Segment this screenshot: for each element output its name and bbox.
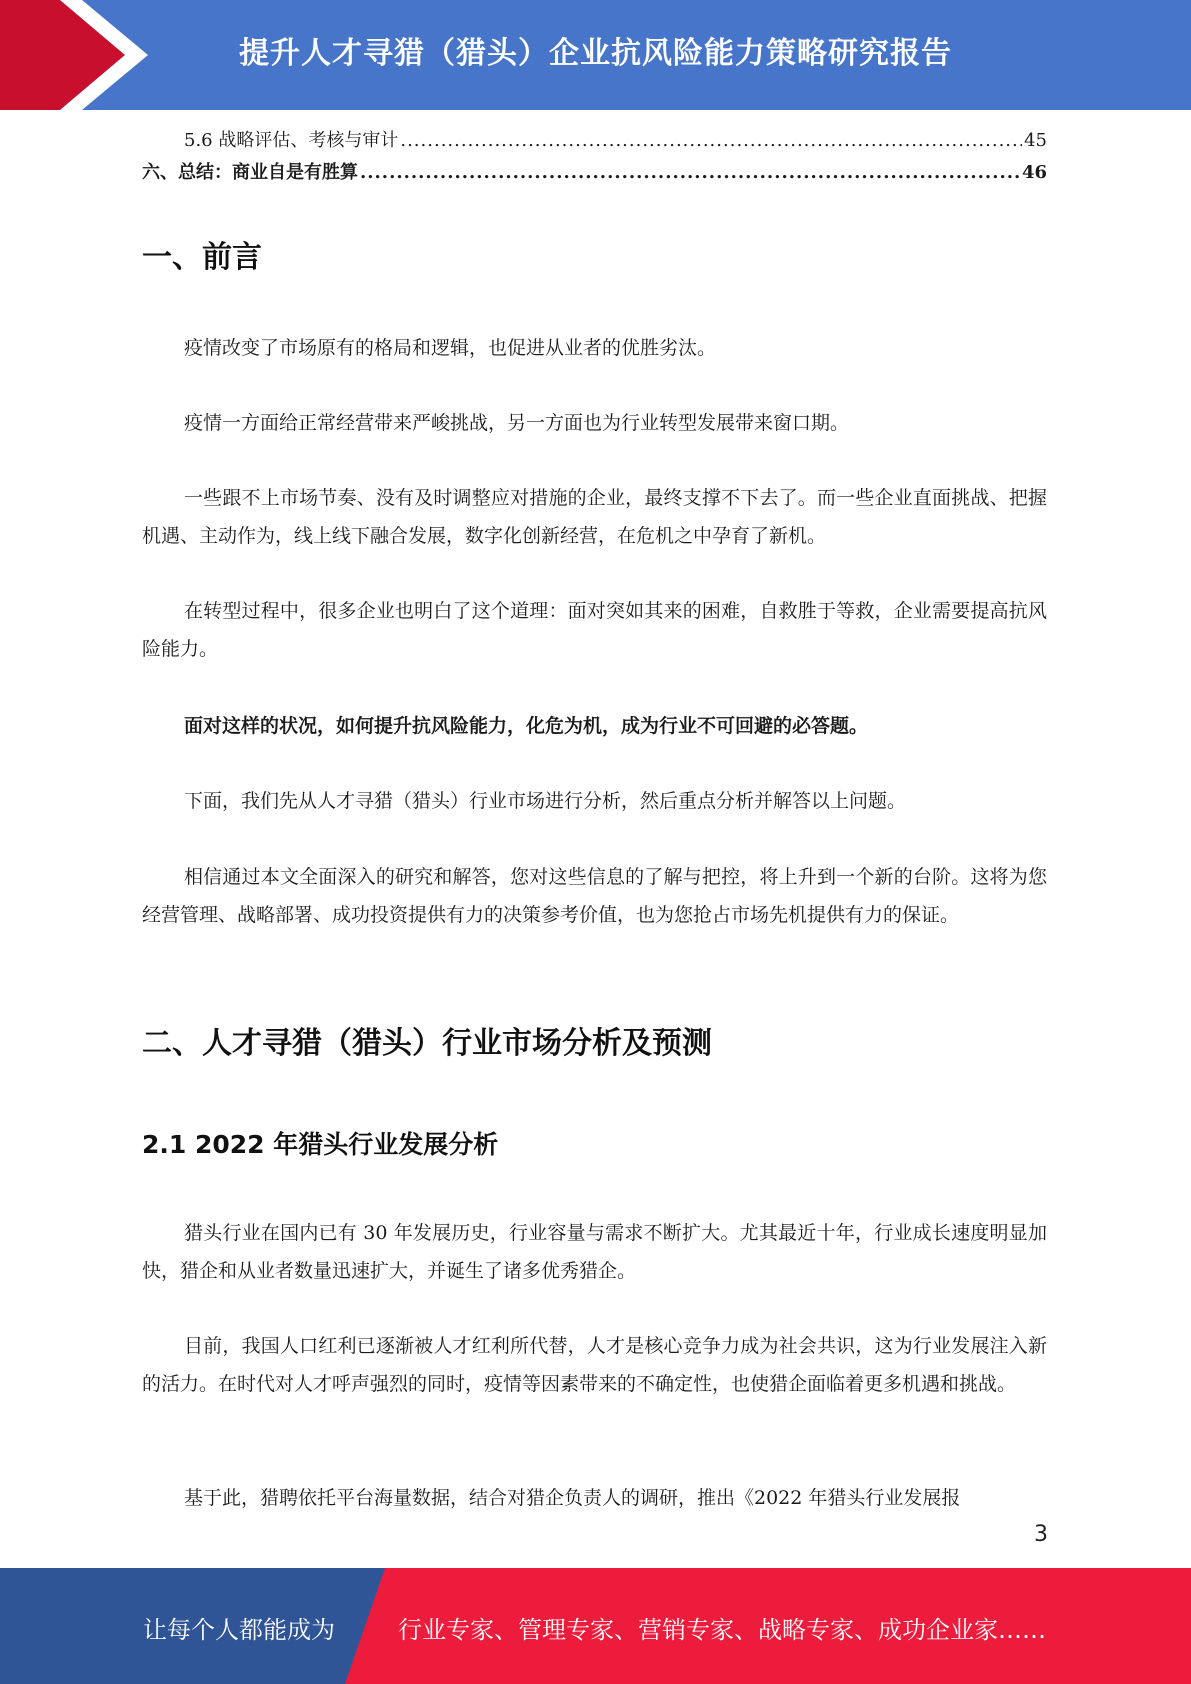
- header-title: 提升人才寻猎（猎头）企业抗风险能力策略研究报告: [239, 36, 952, 71]
- page-number: 3: [1034, 1522, 1048, 1547]
- section-heading-preface: 一、前言: [142, 240, 262, 275]
- toc-entry-page: 45: [1024, 130, 1047, 151]
- toc-entry-label: 5.6 战略评估、考核与审计: [184, 130, 399, 151]
- paragraph: 下面，我们先从人才寻猎（猎头）行业市场进行分析，然后重点分析并解答以上问题。: [184, 790, 907, 812]
- paragraph: 一些跟不上市场节奏、没有及时调整应对措施的企业，最终支撑不下去了。而一些企业直面挑战、把握机遇、主动作为，线上线下融合发展，数字化创新经营，在危机之中孕育了新机。: [142, 487, 1047, 547]
- table-of-contents: [142, 126, 1047, 190]
- toc-leader-dots: [400, 130, 1022, 151]
- toc-leader-dots: [360, 162, 1020, 183]
- section-heading-market-analysis: 二、人才寻猎（猎头）行业市场分析及预测: [142, 1026, 712, 1061]
- toc-entry-label: 六、总结：商业自是有胜算: [142, 162, 358, 183]
- paragraph: 猎头行业在国内已有 30 年发展历史，行业容量与需求不断扩大。尤其最近十年，行业成长速度明显加快，猎企和从业者数量迅速扩大，并诞生了诸多优秀猎企。: [142, 1222, 1047, 1282]
- page-footer: [0, 1568, 1191, 1684]
- paragraph: 疫情改变了市场原有的格局和逻辑，也促进从业者的优胜劣汰。: [184, 337, 717, 359]
- toc-entry[interactable]: [142, 126, 1047, 158]
- paragraph: 疫情一方面给正常经营带来严峻挑战，另一方面也为行业转型发展带来窗口期。: [184, 412, 850, 434]
- paragraph: 基于此，猎聘依托平台海量数据，结合对猎企负责人的调研，推出《2022 年猎头行业发展报: [184, 1487, 961, 1509]
- footer-slogan-left: 让每个人都能成为: [143, 1616, 335, 1644]
- footer-slogan-right: 行业专家、管理专家、营销专家、战略专家、成功企业家……: [398, 1616, 1046, 1644]
- paragraph: 目前，我国人口红利已逐渐被人才红利所代替，人才是核心竞争力成为社会共识，这为行业发展注入新的活力。在时代对人才呼声强烈的同时，疫情等因素带来的不确定性，也使猎企面临着更多机遇和挑战。: [142, 1335, 1047, 1395]
- toc-entry[interactable]: [142, 158, 1047, 190]
- paragraph: 在转型过程中，很多企业也明白了这个道理：面对突如其来的困难，自救胜于等救，企业需要提高抗风险能力。: [142, 600, 1047, 660]
- page-header: [0, 0, 1191, 110]
- paragraph: 相信通过本文全面深入的研究和解答，您对这些信息的了解与把控，将上升到一个新的台阶。这将为您经营管理、战略部署、成功投资提供有力的决策参考价值，也为您抢占市场先机提供有力的保证。: [142, 866, 1047, 926]
- toc-entry-page: 46: [1021, 162, 1047, 183]
- subsection-heading: 2.1 2022 年猎头行业发展分析: [142, 1130, 499, 1159]
- paragraph-emphasis: 面对这样的状况，如何提升抗风险能力，化危为机，成为行业不可回避的必答题。: [184, 715, 869, 737]
